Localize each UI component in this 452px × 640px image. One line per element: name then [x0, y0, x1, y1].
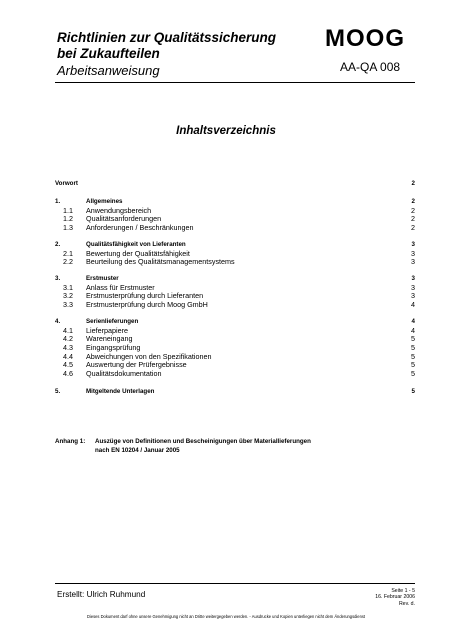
toc-page: 5	[411, 368, 415, 378]
toc-label: Anforderungen / Beschränkungen	[86, 222, 194, 232]
toc-label: Qualitätsfähigkeit von Lieferanten	[86, 240, 186, 248]
toc-number: 4.	[55, 318, 61, 326]
toc-label: Vorwort	[55, 180, 78, 187]
document-title	[57, 30, 276, 62]
toc-subsection[interactable]	[55, 258, 415, 267]
annex-title-line-2: nach EN 10204 / Januar 2005	[95, 447, 180, 454]
toc-page: 3	[411, 240, 415, 248]
toc-label: Serienlieferungen	[86, 318, 139, 326]
annex-title-line-1: Auszüge von Definitionen und Bescheinigungen über Materiallieferungen	[95, 438, 311, 445]
toc-label: Erstmuster	[86, 275, 119, 283]
logo-text: MOOG	[325, 26, 405, 50]
toc-page: 5	[411, 342, 415, 352]
toc-number: 4.5	[63, 360, 73, 370]
document-date: 16. Februar 2006	[375, 594, 415, 601]
toc-label: Bewertung der Qualitätsfähigkeit	[86, 248, 190, 258]
title-line-2: bei Zukaufteilen	[57, 46, 160, 61]
toc-section[interactable]	[55, 388, 415, 397]
annex-label: Anhang 1:	[55, 438, 86, 445]
toc-number: 3.	[55, 275, 61, 283]
toc-page: 3	[411, 248, 415, 258]
author-line: Erstellt: Ulrich Ruhmund	[57, 590, 146, 599]
toc-number: 4.1	[63, 325, 73, 335]
toc-label: Erstmusterprüfung durch Lieferanten	[86, 291, 204, 301]
toc-number: 1.2	[63, 214, 73, 224]
toc-label: Mitgeltende Unterlagen	[86, 387, 155, 395]
toc-page: 2	[411, 222, 415, 232]
toc-page: 3	[411, 275, 415, 283]
document-number: AA-QA 008	[340, 60, 401, 74]
toc-page: 2	[411, 205, 415, 215]
toc-number: 3.1	[63, 282, 73, 292]
toc-label: Anwendungsbereich	[86, 205, 152, 215]
toc-number: 4.2	[63, 334, 73, 344]
toc-heading: Inhaltsverzeichnis	[176, 125, 276, 137]
toc-number: 2.	[55, 240, 61, 248]
toc-page: 5	[411, 360, 415, 370]
toc-number: 1.1	[63, 205, 73, 215]
toc-page: 2	[411, 180, 415, 187]
disclaimer: Dieses Dokument darf ohne unsere Genehmigung nicht an Dritte weitergegeben werden. - Ausdrucke und Kopien unterliegen nicht dem Änderungsdienst	[86, 614, 366, 619]
toc-label: Lieferpapiere	[86, 325, 128, 335]
footer-divider	[55, 583, 415, 584]
page-number: Seite 1 - 5	[391, 588, 415, 594]
toc-label: Wareneingang	[86, 334, 133, 344]
toc-number: 1.3	[63, 222, 73, 232]
title-line-1: Richtlinien zur Qualitätssicherung	[57, 30, 277, 45]
table-of-contents	[55, 180, 415, 396]
toc-number: 2.2	[63, 257, 73, 267]
toc-label: Allgemeines	[86, 198, 123, 206]
toc-number: 3.2	[63, 291, 73, 301]
document-subtitle: Arbeitsanweisung	[57, 63, 160, 78]
toc-number: 1.	[55, 198, 61, 206]
toc-number: 4.3	[63, 342, 73, 352]
toc-page: 2	[411, 198, 415, 206]
toc-number: 2.1	[63, 248, 73, 258]
toc-number: 4.6	[63, 368, 73, 378]
toc-page: 4	[411, 325, 415, 335]
toc-label: Qualitätsdokumentation	[86, 368, 162, 378]
toc-page: 4	[411, 300, 415, 310]
header-divider	[55, 82, 415, 83]
toc-label: Erstmusterprüfung durch Moog GmbH	[86, 300, 208, 310]
toc-page: 4	[411, 318, 415, 326]
toc-label: Anlass für Erstmuster	[86, 282, 155, 292]
toc-page: 3	[411, 291, 415, 301]
toc-subsection[interactable]	[55, 224, 415, 233]
document-meta	[300, 588, 415, 607]
toc-page: 5	[411, 351, 415, 361]
toc-subsection[interactable]	[55, 370, 415, 379]
moog-logo	[317, 26, 413, 50]
toc-number: 4.4	[63, 351, 73, 361]
toc-number: 5.	[55, 387, 61, 395]
toc-label: Auswertung der Prüfergebnisse	[86, 360, 187, 370]
toc-label: Eingangsprüfung	[86, 342, 141, 352]
toc-page: 5	[411, 387, 415, 395]
toc-label: Beurteilung des Qualitätsmanagementsystems	[86, 257, 235, 267]
toc-subsection[interactable]	[55, 301, 415, 310]
toc-label: Qualitätsanforderungen	[86, 214, 162, 224]
toc-page: 3	[411, 282, 415, 292]
toc-entry-foreword[interactable]	[55, 180, 415, 189]
toc-page: 5	[411, 334, 415, 344]
toc-page: 3	[411, 257, 415, 267]
toc-page: 2	[411, 214, 415, 224]
revision: Rev. d.	[398, 600, 415, 607]
toc-label: Abweichungen von den Spezifikationen	[86, 351, 212, 361]
toc-number: 3.3	[63, 300, 73, 310]
